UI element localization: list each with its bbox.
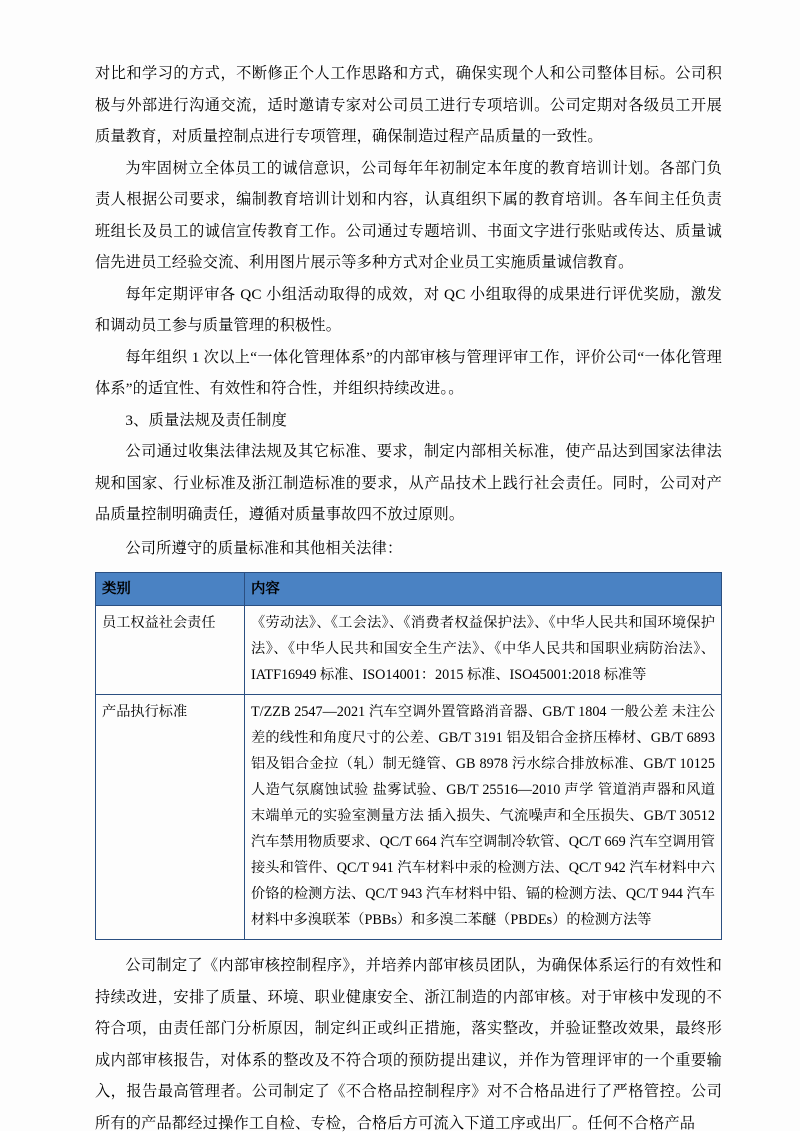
paragraph-4: 每年组织 1 次以上“一体化管理体系”的内部审核与管理评审工作，评价公司“一体化管理体系”的适宜性、有效性和符合性，并组织持续改进。。 bbox=[95, 348, 722, 397]
table-intro: 公司所遵守的质量标准和其他相关法律： bbox=[125, 539, 403, 557]
table-cell-category: 产品执行标准 bbox=[96, 695, 245, 940]
table-cell-content: 《劳动法》、《工会法》、《消费者权益保护法》、《中华人民共和国环境保护法》、《中华人民共和国安全生产法》、《中华人民共和国职业病防治法》、IATF16949 标准、ISO14001：2015 标准、ISO45001:2018 标准等 bbox=[245, 606, 722, 695]
table-header-category: 类别 bbox=[96, 573, 245, 606]
section-heading-3: 3、质量法规及责任制度 bbox=[125, 411, 288, 429]
table-header-row bbox=[96, 573, 722, 606]
table-cell-content: T/ZZB 2547—2021 汽车空调外置管路消音器、GB/T 1804 一般公差 未注公差的线性和角度尺寸的公差、GB/T 3191 铝及铝合金挤压棒材、GB/T 6893 铝及铝合金拉（轧）制无缝管、GB 8978 污水综合排放标准、GB/T 10125 人造气氛腐蚀试验 盐雾试验、GB/T 25516—2010 声学 管道消声器和风道末端单元的实验室测量方法 插入损失、气流噪声和全压损失、GB/T 30512 汽车禁用物质要求、QC/T 664 汽车空调制冷软管、QC/T 669 汽车空调用管接头和管件、QC/T 941 汽车材料中汞的检测方法、QC/T 942 汽车材料中六价铬的检测方法、QC/T 943 汽车材料中铅、镉的检测方法、QC/T 944 汽车材料中多溴联苯（PBBs）和多溴二苯醚（PBDEs）的检测方法等 bbox=[245, 695, 722, 940]
table-row bbox=[96, 695, 722, 940]
closing-paragraph: 公司制定了《内部审核控制程序》，并培养内部审核员团队，为确保体系运行的有效性和持续改进，安排了质量、环境、职业健康安全、浙江制造的内部审核。对于审核中发现的不符合项，由责任部门分析原因，制定纠正或纠正措施，落实整改，并验证整改效果，最终形成内部审核报告，对体系的整改及不符合项的预防提出建议，并作为管理评审的一个重要输入，报告最高管理者。公司制定了《不合格品控制程序》对不合格品进行了严格管控。公司所有的产品都经过操作工自检、专检，合格后方可流入下道工序或出厂。任何不合格产品 bbox=[95, 957, 722, 1132]
paragraph-2: 为牢固树立全体员工的诚信意识，公司每年年初制定本年度的教育培训计划。各部门负责人根据公司要求，编制教育培训计划和内容，认真组织下属的教育培训。各车间主任负责班组长及员工的诚信宣传教育工作。公司通过专题培训、书面文字进行张贴或传达、质量诚信先进员工经验交流、利用图片展示等多种方式对企业员工实施质量诚信教育。 bbox=[95, 159, 722, 271]
table-header-content: 内容 bbox=[245, 573, 722, 606]
table-row bbox=[96, 606, 722, 695]
table-cell-category: 员工权益社会责任 bbox=[96, 606, 245, 695]
standards-table bbox=[95, 572, 722, 940]
paragraph-3: 每年定期评审各 QC 小组活动取得的成效，对 QC 小组取得的成果进行评优奖励，激发和调动员工参与质量管理的积极性。 bbox=[95, 285, 722, 334]
paragraph-1: 对比和学习的方式，不断修正个人工作思路和方式，确保实现个人和公司整体目标。公司积极与外部进行沟通交流，适时邀请专家对公司员工进行专项培训。公司定期对各级员工开展质量教育，对质量控制点进行专项管理，确保制造过程产品质量的一致性。 bbox=[95, 65, 722, 145]
paragraph-5: 公司通过收集法律法规及其它标准、要求，制定内部相关标准，使产品达到国家法律法规和国家、行业标准及浙江制造标准的要求，从产品技术上践行社会责任。同时，公司对产品质量控制明确责任，遵循对质量事故四不放过原则。 bbox=[95, 443, 722, 523]
